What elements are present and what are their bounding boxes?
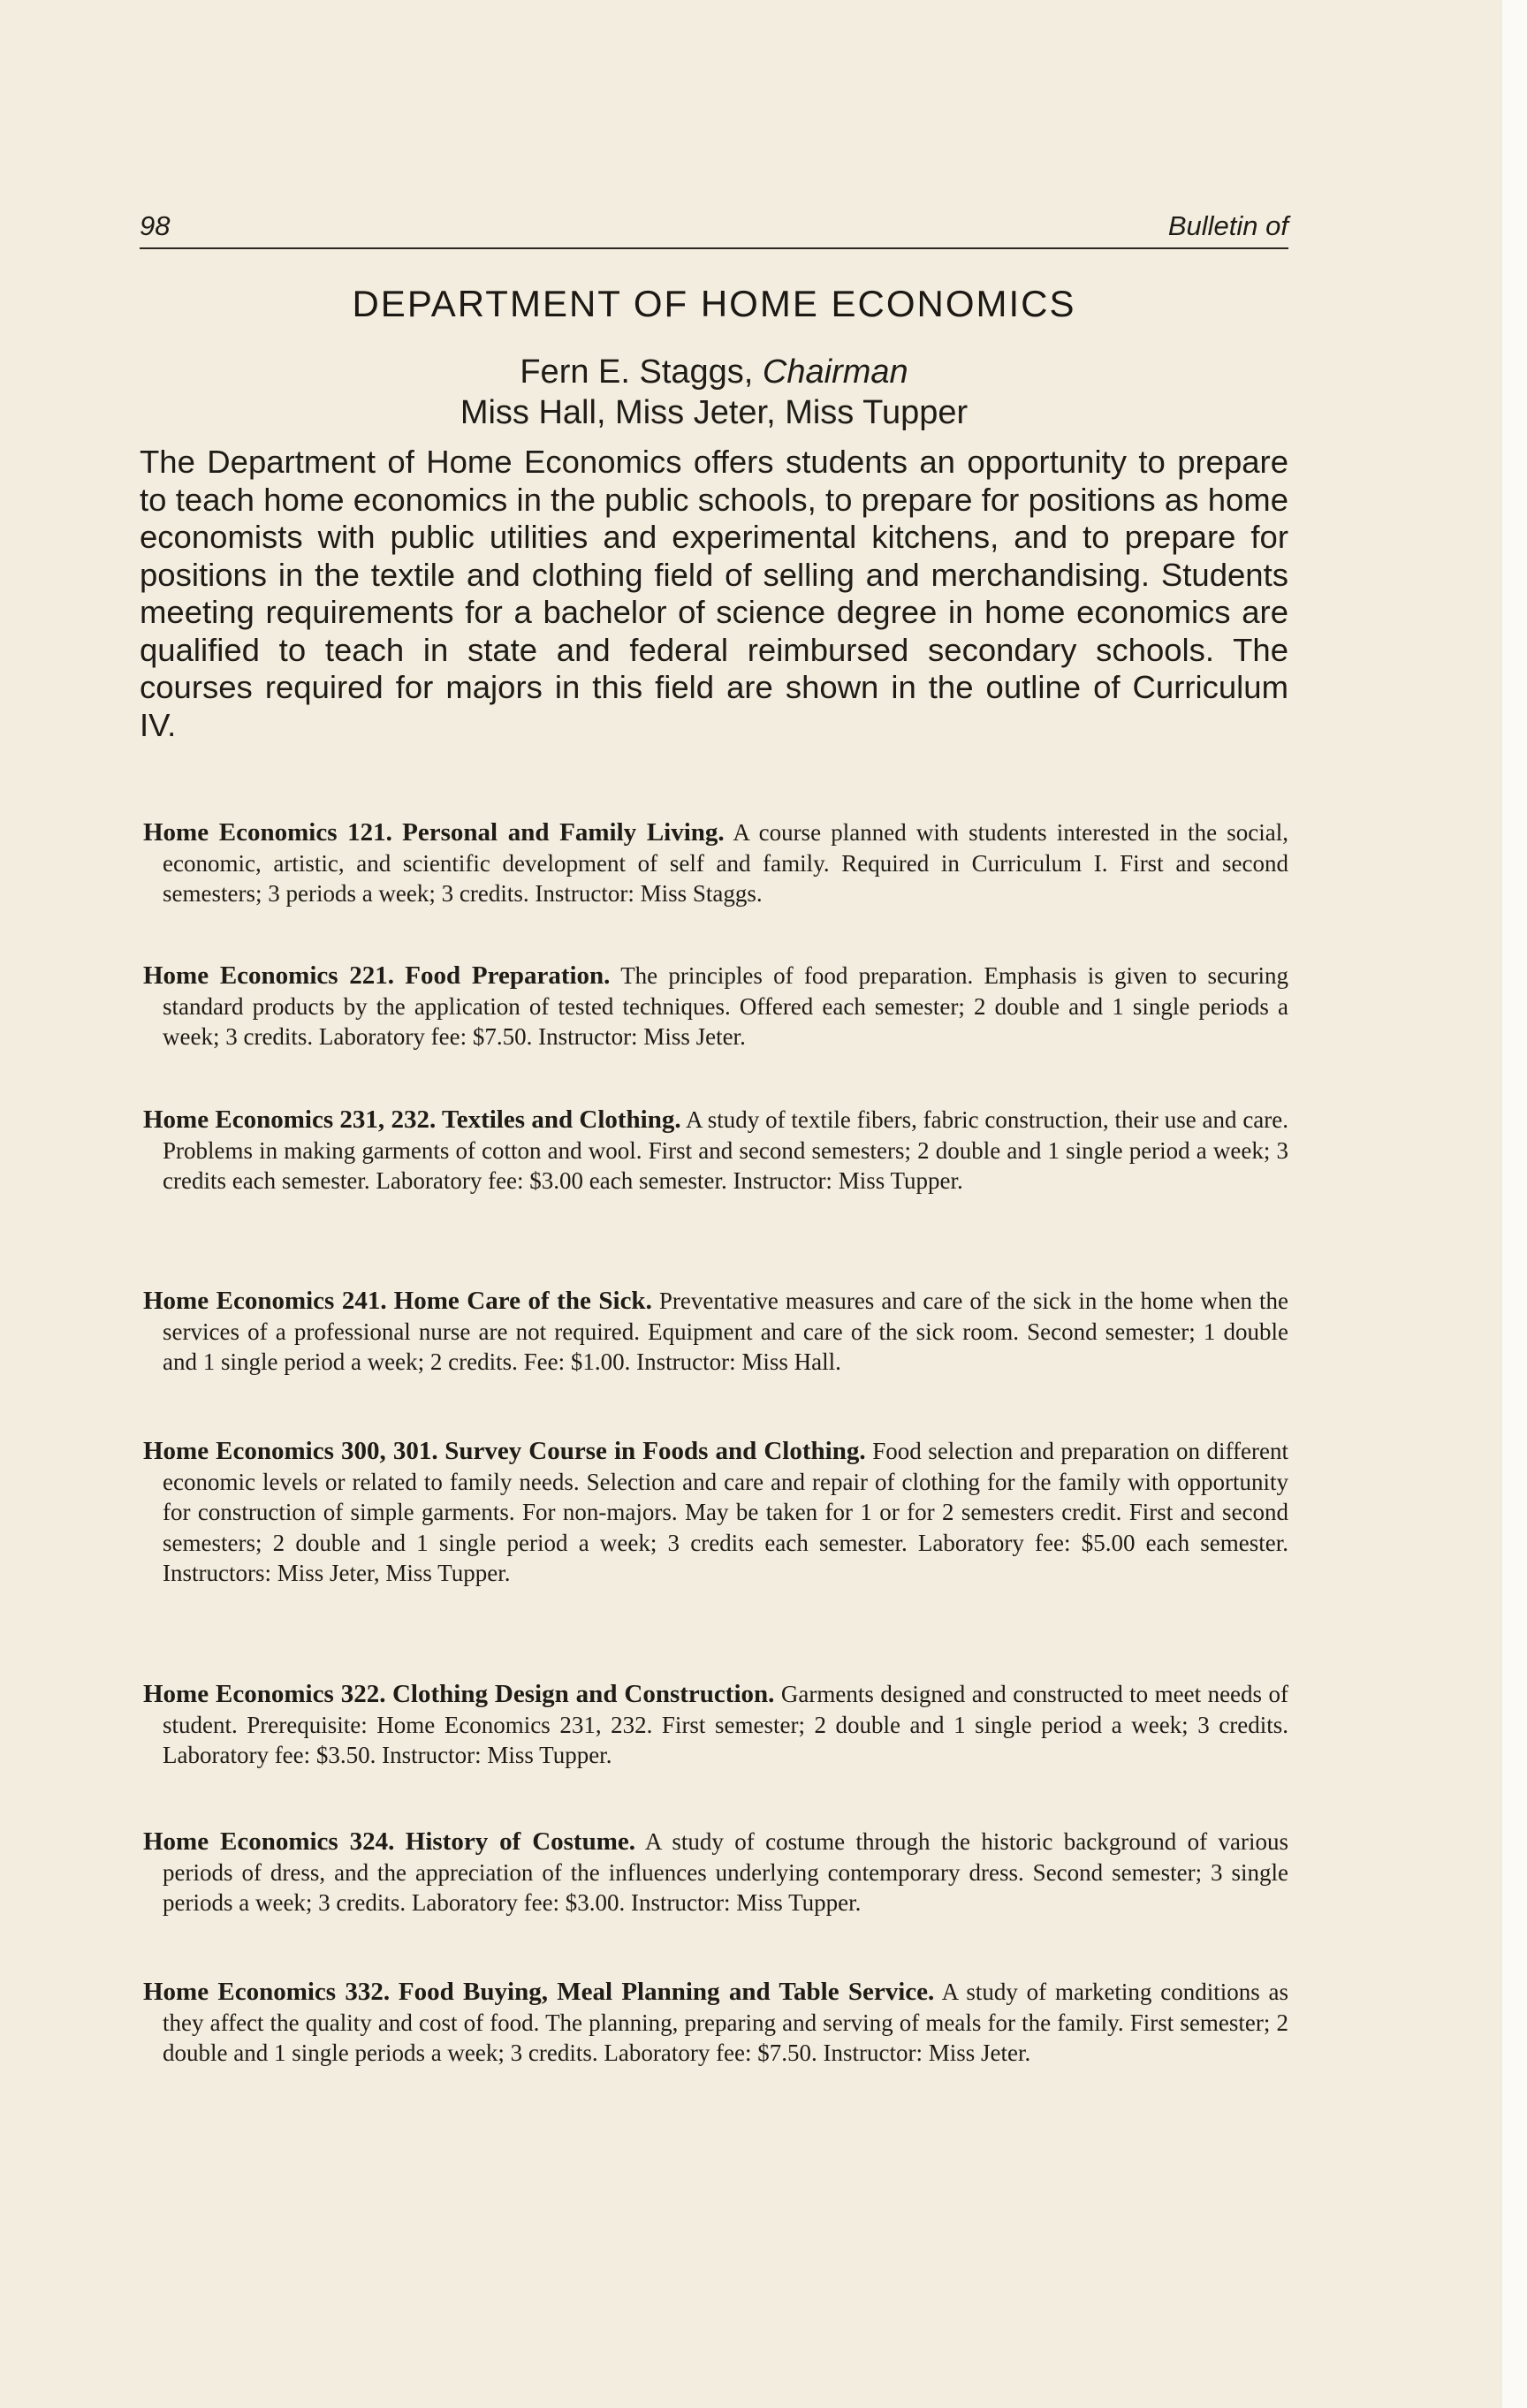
course-description: A course planned with students interested in the social, economic, artistic, and scientific development of self and family. Required in Curriculum I. First and second semesters; 3 periods a week; 3 credits. Instructor: Miss Staggs. xyxy=(163,819,1288,907)
course-description: A study of costume through the historic background of various periods of dress, and the appreciation of the influences underlying contemporary dress. Second semester; 3 single periods a week; 3 credits. Laboratory fee: $3.00. Instructor: Miss Tupper. xyxy=(163,1828,1288,1916)
course-number: Home Economics 322. xyxy=(143,1680,386,1708)
intro-paragraph: The Department of Home Economics offers students an opportunity to prepare to teach home economics in the public schools, to prepare for positions as home economists with public utilities and experimental kitchens, and to prepare for positions in the textile and clothing field of selling and merchandising. Students meeting requirements for a bachelor of science degree in home economics are qualified to teach in state and federal reimbursed secondary schools. The courses required for majors in this field are shown in the outline of Curriculum IV. xyxy=(140,444,1288,743)
chair-title: Chairman xyxy=(762,353,908,391)
course-entry xyxy=(143,1827,1288,1918)
course-description: Garments designed and constructed to meet needs of student. Prerequisite: Home Economics 231, 232. First semester; 2 double and 1 single period a week; 3 credits. Laboratory fee: $3.50. Instructor: Miss Tupper. xyxy=(163,1681,1289,1768)
page-number: 98 xyxy=(140,210,171,241)
course-title: Survey Course in Foods and Clothing. xyxy=(444,1437,866,1465)
course-title: Textiles and Clothing. xyxy=(442,1105,681,1134)
course-number: Home Economics 324. xyxy=(143,1827,395,1856)
course-number: Home Economics 221. xyxy=(143,961,395,990)
course-entry xyxy=(143,1679,1288,1771)
course-number: Home Economics 121. xyxy=(143,818,392,847)
course-entry xyxy=(143,1977,1288,2069)
course-number: Home Economics 332. xyxy=(143,1978,391,2006)
course-number: Home Economics 231, 232. xyxy=(143,1105,437,1134)
course-title: Food Preparation. xyxy=(405,961,611,990)
course-description: A study of marketing conditions as they affect the quality and cost of food. The planning, preparing and serving of meals for the family. First semester; 2 double and 1 single periods a week; 3 credits. Laboratory fee: $7.50. Instructor: Miss Jeter. xyxy=(163,1979,1288,2066)
course-title: Clothing Design and Construction. xyxy=(391,1680,775,1708)
course-entry xyxy=(143,961,1288,1052)
chair-name: Fern E. Staggs, xyxy=(520,353,754,391)
course-number: Home Economics 241. xyxy=(143,1287,387,1315)
course-entry xyxy=(143,1105,1288,1196)
course-entry xyxy=(143,1436,1288,1589)
course-title: Home Care of the Sick. xyxy=(393,1287,652,1315)
running-header xyxy=(140,203,1288,249)
course-entry xyxy=(143,817,1288,909)
running-title: Bulletin of xyxy=(1167,210,1288,241)
course-title: History of Costume. xyxy=(405,1827,635,1856)
course-description: The principles of food preparation. Emphasis is given to securing standard products by the application of tested techniques. Offered each semester; 2 double and 1 single periods a week; 3 credits. Laboratory fee: $7.50. Instructor: Miss Jeter. xyxy=(163,962,1288,1050)
faculty-block xyxy=(140,352,1288,433)
staff-line: Miss Hall, Miss Jeter, Miss Tupper xyxy=(460,394,969,431)
chair-line xyxy=(140,352,1288,392)
course-entry xyxy=(143,1286,1288,1378)
course-number: Home Economics 300, 301. xyxy=(143,1437,438,1465)
course-title: Food Buying, Meal Planning and Table Service. xyxy=(398,1978,935,2006)
course-title: Personal and Family Living. xyxy=(402,818,725,847)
course-description: A study of textile fibers, fabric construction, their use and care. Problems in making garments of cotton and wool. First and second semesters; 2 double and 1 single period a week; 3 credits each semester. Laboratory fee: $3.00 each semester. Instructor: Miss Tupper. xyxy=(163,1106,1289,1194)
department-title: DEPARTMENT OF HOME ECONOMICS xyxy=(352,283,1076,324)
course-description: Food selection and preparation on different economic levels or related to family needs. Selection and care and repair of clothing for the family with opportunity for construction of simple garments. For non-majors. May be taken for 1 or for 2 semesters credit. First and second semesters; 2 double and 1 single period a week; 3 credits each semester. Laboratory fee: $5.00 each semester. Instructors: Miss Jeter, Miss Tupper. xyxy=(163,1438,1289,1586)
course-description: Preventative measures and care of the sick in the home when the services of a professional nurse are not required. Equipment and care of the sick room. Second semester; 1 double and 1 single period a week; 2 credits. Fee: $1.00. Instructor: Miss Hall. xyxy=(163,1288,1289,1375)
scan-edge xyxy=(1502,0,1527,2408)
